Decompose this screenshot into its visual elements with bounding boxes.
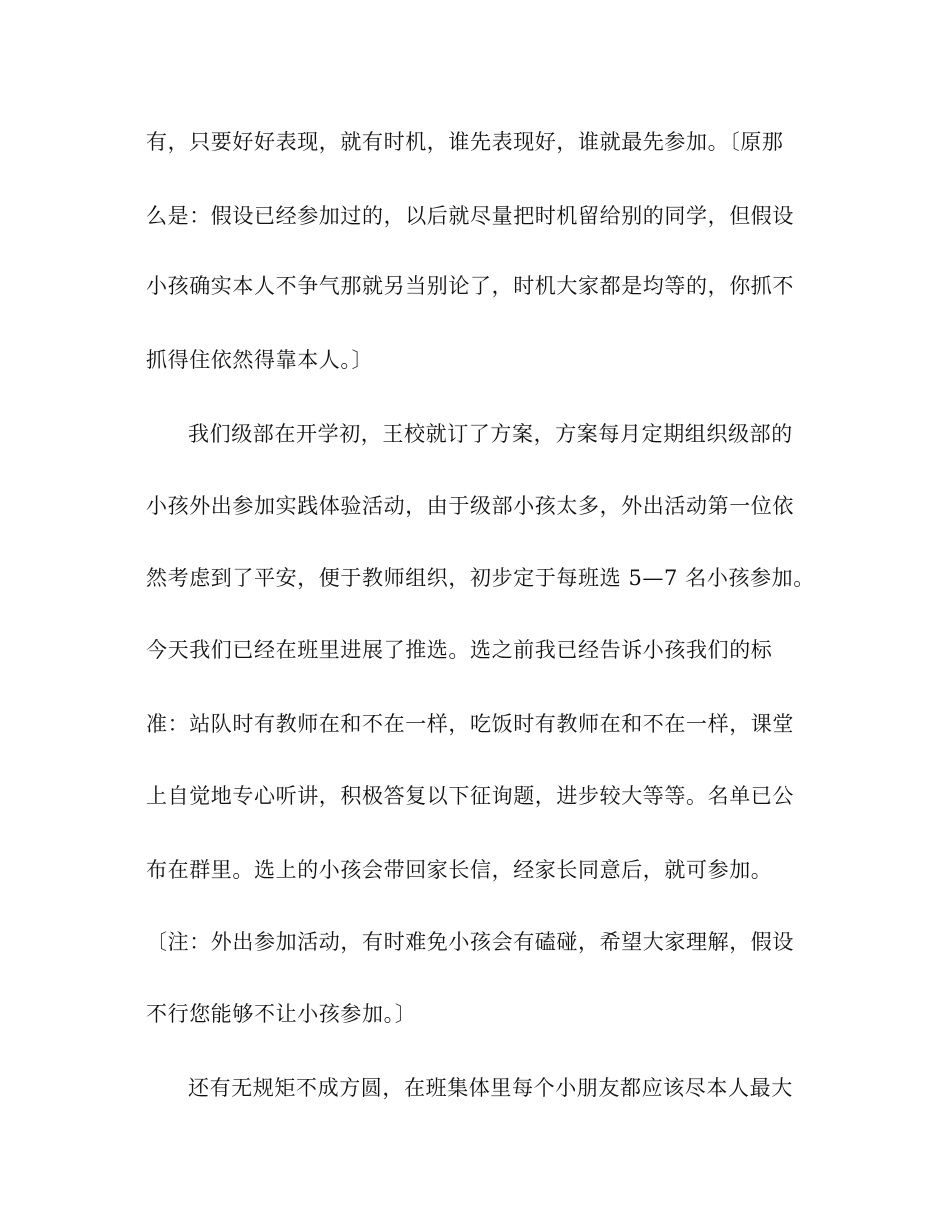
text-line: 小孩外出参加实践体验活动，由于级部小孩太多，外出活动第一位依: [146, 494, 794, 518]
text-line: 〔注：外出参加活动，有时难免小孩会有磕碰，希望大家理解，假设: [146, 930, 794, 954]
text-line: 抓得住依然得靠本人。〕: [146, 348, 374, 372]
paragraph-start-line: 我们级部在开学初，王校就订了方案，方案每月定期组织级部的: [188, 422, 793, 446]
text-line: 小孩确实本人不争气那就另当别论了，时机大家都是均等的，你抓不: [146, 274, 794, 298]
text-line: 然考虑到了平安，便于教师组织，初步定于每班选 5—7 名小孩参加。: [146, 566, 815, 590]
text-line: 今天我们已经在班里进展了推选。选之前我已经告诉小孩我们的标: [146, 638, 773, 662]
text-line: 有，只要好好表现，就有时机，谁先表现好，谁就最先参加。〔原那: [146, 130, 784, 154]
text-line: 准：站队时有教师在和不在一样，吃饭时有教师在和不在一样，课堂: [146, 712, 794, 736]
text-line: 么是：假设已经参加过的，以后就尽量把时机留给别的同学，但假设: [146, 204, 794, 228]
paragraph-start-line: 还有无规矩不成方圆，在班集体里每个小朋友都应该尽本人最大: [188, 1076, 793, 1100]
text-line: 不行您能够不让小孩参加。〕: [146, 1002, 417, 1026]
text-line: 布在群里。选上的小孩会带回家长信，经家长同意后，就可参加。: [146, 858, 773, 882]
text-line: 上自觉地专心听讲，积极答复以下征询题，进步较大等等。名单已公: [146, 784, 794, 808]
